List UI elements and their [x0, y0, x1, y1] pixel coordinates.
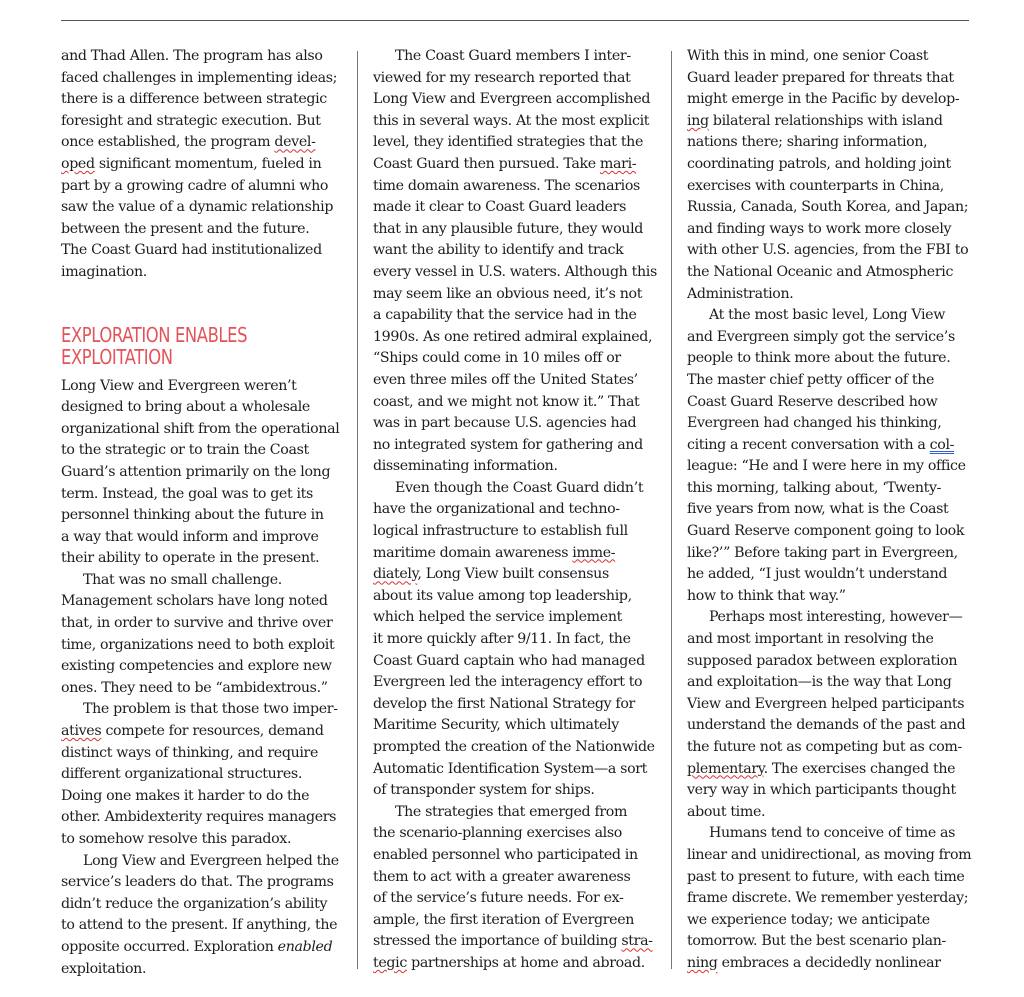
text-line: and exploitation—is the way that Long — [687, 674, 952, 691]
text-line: the future not as competing but as com- — [687, 739, 962, 755]
text-fragment: compete for resources, demand — [101, 723, 324, 740]
text-fragment: Coast Guard then pursued. Take — [373, 155, 600, 172]
text-line: no integrated system for gathering and — [373, 436, 643, 453]
spelling-error-mark[interactable]: devel- — [274, 134, 316, 151]
text-line: At the most basic level, Long View — [709, 307, 946, 324]
text-line: ones. They need to be “ambidextrous.” — [61, 679, 328, 696]
text-line: Evergreen had changed his thinking, — [687, 415, 942, 432]
text-line: exercises with counterparts in China, — [687, 177, 944, 194]
text-line: Automatic Identification System—a sort — [373, 760, 648, 777]
text-line: coordinating patrols, and holding joint — [687, 155, 951, 172]
paragraph — [373, 478, 657, 802]
text-line: Russia, Canada, South Korea, and Japan; — [687, 199, 969, 216]
text-line: league: “He and I were here in my office — [687, 458, 966, 475]
text-line: and Evergreen simply got the service’s — [687, 328, 955, 345]
spelling-error-mark[interactable]: ning — [687, 954, 718, 971]
text-line: of transponder system for ships. — [373, 782, 595, 799]
text-line: their ability to operate in the present. — [61, 550, 320, 567]
text-line: existing competencies and explore new — [61, 658, 332, 675]
text-line: a way that would inform and improve — [61, 528, 319, 545]
text-line: Perhaps most interesting, however— — [709, 609, 963, 626]
paragraph — [687, 46, 971, 305]
text-line: “Ships could come in 10 miles off or — [373, 350, 621, 367]
text-line: with other U.S. agencies, from the FBI to — [687, 242, 969, 259]
text-fragment: EXPLOITATION — [61, 344, 173, 369]
paragraph — [687, 305, 971, 607]
text-line: Coast Guard Reserve described how — [687, 393, 938, 410]
text-line: this in several ways. At the most explicit — [373, 112, 650, 129]
spelling-error-mark[interactable]: plementary — [687, 760, 764, 777]
text-line: and finding ways to work more closely — [687, 220, 952, 237]
italic-text: enabled — [277, 938, 333, 955]
text-line: a capability that the service had in the — [373, 307, 637, 324]
text-line — [373, 543, 657, 565]
text-column-3 — [687, 46, 971, 975]
text-line: With this in mind, one senior Coast — [687, 48, 929, 64]
text-line: every vessel in U.S. waters. Although this — [373, 263, 657, 280]
text-fragment: partnerships at home and abroad. — [406, 954, 645, 971]
text-line: term. Instead, the goal was to get its — [61, 485, 313, 502]
text-fragment: opposite occurred. Exploration — [61, 938, 278, 955]
text-line: Maritime Security, which ultimately — [373, 717, 619, 734]
spelling-error-mark[interactable]: atives — [61, 723, 102, 740]
text-line: between the present and the future. — [61, 220, 310, 237]
spelling-error-mark[interactable]: oped — [61, 155, 95, 172]
section-heading — [61, 324, 294, 368]
text-line: tomorrow. But the best scenario plan- — [687, 933, 946, 950]
text-line: which helped the service implement — [373, 609, 622, 626]
text-line: have the organizational and techno- — [373, 501, 620, 518]
spelling-error-mark[interactable]: tegic — [373, 954, 407, 971]
text-fragment: . The exercises changed the — [763, 760, 956, 777]
text-line: Evergreen led the interagency effort to — [373, 674, 643, 691]
text-line: and Thad Allen. The program has also — [61, 48, 323, 64]
text-line: View and Evergreen helped participants — [687, 695, 965, 712]
text-line: coast, and we might not know it.” That — [373, 393, 640, 410]
text-fragment: significant momentum, fueled in — [94, 155, 322, 172]
spelling-error-mark[interactable]: ing — [687, 112, 709, 129]
text-line — [373, 931, 657, 953]
text-line: part by a growing cadre of alumni who — [61, 177, 329, 194]
text-line: Doing one makes it harder to do the — [61, 787, 310, 804]
column-divider-2 — [671, 51, 672, 969]
text-line: Management scholars have long noted — [61, 593, 328, 610]
text-line: Humans tend to conceive of time as — [709, 825, 956, 842]
text-line: was in part because U.S. agencies had — [373, 415, 637, 432]
text-line — [61, 721, 345, 743]
text-line: The Coast Guard members I inter- — [395, 48, 631, 64]
text-line: about its value among top leadership, — [373, 587, 632, 604]
top-rule — [61, 20, 969, 21]
text-line: The master chief petty officer of the — [687, 371, 935, 388]
text-line: to attend to the present. If anything, the — [61, 917, 338, 934]
paragraph — [61, 851, 345, 981]
paragraph — [373, 46, 657, 478]
paragraph — [687, 607, 971, 823]
text-line: people to think more about the future. — [687, 350, 951, 367]
text-line — [687, 759, 971, 781]
text-line: this morning, talking about, ‘Twenty- — [687, 479, 942, 496]
spelling-error-mark[interactable]: mari- — [599, 155, 637, 172]
spelling-error-mark[interactable]: stra- — [621, 933, 653, 950]
text-line: foresight and strategic execution. But — [61, 112, 321, 129]
text-fragment: EXPLORATION ENABLES — [61, 322, 248, 347]
text-line: that in any plausible future, they would — [373, 220, 643, 237]
text-line: distinct ways of thinking, and require — [61, 744, 319, 761]
text-line — [687, 953, 971, 975]
text-fragment: , Long View built consensus — [417, 566, 609, 583]
text-line: nations there; sharing information, — [687, 134, 928, 151]
text-line: want the ability to identify and track — [373, 242, 624, 259]
text-line — [61, 154, 345, 176]
text-line: past to present to future, with each time — [687, 868, 965, 885]
paragraph — [61, 699, 345, 850]
text-line: five years from now, what is the Coast — [687, 501, 949, 518]
text-line: he added, “I just wouldn’t understand — [687, 566, 948, 583]
text-line: develop the first National Strategy for — [373, 695, 635, 712]
text-line: even three miles off the United States’ — [373, 371, 638, 388]
text-line: saw the value of a dynamic relationship — [61, 199, 334, 216]
text-line: linear and unidirectional, as moving from — [687, 846, 972, 863]
text-line: of the service’s future needs. For ex- — [373, 890, 624, 907]
text-column-2 — [373, 46, 657, 975]
text-line: time, organizations need to both exploit — [61, 636, 335, 653]
text-line: service’s leaders do that. The programs — [61, 874, 334, 891]
text-line: 1990s. As one retired admiral explained, — [373, 328, 653, 345]
text-line: didn’t reduce the organization’s ability — [61, 895, 328, 912]
text-line: That was no small challenge. — [83, 571, 282, 588]
text-line: that, in order to survive and thrive over — [61, 615, 333, 632]
paragraph — [61, 570, 345, 700]
text-fragment: embraces a decidedly nonlinear — [717, 954, 941, 971]
spelling-error-mark[interactable]: imme- — [572, 544, 616, 561]
text-line: understand the demands of the past and — [687, 717, 966, 734]
text-line: exploitation. — [61, 960, 147, 977]
text-line — [61, 937, 345, 959]
spelling-error-mark[interactable]: diately — [373, 566, 418, 583]
text-line: Guard leader prepared for threats that — [687, 69, 954, 86]
text-line: very way in which participants thought — [687, 782, 956, 799]
text-line: we experience today; we anticipate — [687, 911, 930, 928]
grammar-check-mark[interactable]: col- — [929, 436, 955, 453]
text-line: personnel thinking about the future in — [61, 507, 324, 524]
text-line: and most important in resolving the — [687, 631, 934, 648]
text-line: the scenario-planning exercises also — [373, 825, 622, 842]
column-divider-1 — [357, 51, 358, 969]
text-fragment: citing a recent conversation with a — [687, 436, 930, 453]
text-line: The problem is that those two imper- — [83, 701, 338, 718]
text-line: the National Oceanic and Atmospheric — [687, 263, 954, 280]
text-fragment: once established, the program — [61, 134, 275, 151]
text-line: The Coast Guard had institutionalized — [61, 242, 322, 259]
text-line — [687, 435, 971, 457]
text-line: disseminating information. — [373, 458, 558, 475]
text-line: Administration. — [687, 285, 794, 302]
text-line: supposed paradox between exploration — [687, 652, 958, 669]
text-line — [373, 953, 657, 975]
text-line: The strategies that emerged from — [395, 803, 628, 820]
text-line: designed to bring about a wholesale — [61, 399, 310, 416]
text-line: Guard’s attention primarily on the long — [61, 463, 331, 480]
text-line: Long View and Evergreen helped the — [83, 852, 339, 869]
text-line — [373, 564, 657, 586]
text-column-1 — [61, 46, 345, 980]
text-line: it more quickly after 9/11. In fact, the — [373, 631, 631, 648]
text-fragment: bilateral relationships with island — [708, 112, 943, 129]
text-line: organizational shift from the operational — [61, 420, 340, 437]
paragraph — [687, 823, 971, 974]
text-line: Long View and Evergreen accomplished — [373, 91, 651, 108]
text-line: logical infrastructure to establish full — [373, 523, 628, 540]
text-line — [687, 111, 971, 133]
text-line: them to act with a greater awareness — [373, 868, 631, 885]
text-line: like?’” Before taking part in Evergreen, — [687, 544, 958, 561]
text-line: how to think that way.” — [687, 587, 846, 604]
text-fragment: stressed the importance of building — [373, 933, 622, 950]
text-line: prompted the creation of the Nationwide — [373, 739, 655, 755]
text-line: faced challenges in implementing ideas; — [61, 69, 338, 86]
paragraph — [61, 46, 345, 284]
text-line: to the strategic or to train the Coast — [61, 442, 309, 459]
text-line: Long View and Evergreen weren’t — [61, 377, 297, 394]
text-line: to somehow resolve this paradox. — [61, 831, 292, 847]
text-line — [61, 132, 345, 154]
text-line: may seem like an obvious need, it’s not — [373, 285, 643, 302]
text-line: might emerge in the Pacific by develop- — [687, 91, 960, 108]
text-line: level, they identified strategies that the — [373, 134, 643, 151]
text-line: viewed for my research reported that — [373, 69, 631, 86]
text-line: imagination. — [61, 263, 147, 280]
text-line: enabled personnel who participated in — [373, 846, 638, 863]
text-line: time domain awareness. The scenarios — [373, 177, 640, 194]
paragraph — [61, 376, 345, 570]
text-line: about time. — [687, 803, 766, 820]
paragraph — [373, 802, 657, 975]
text-line: made it clear to Coast Guard leaders — [373, 199, 627, 216]
text-line: Guard Reserve component going to look — [687, 523, 965, 540]
text-line: different organizational structures. — [61, 766, 302, 783]
text-fragment: maritime domain awareness — [373, 544, 573, 561]
text-line: other. Ambidexterity requires managers — [61, 809, 337, 826]
text-line: ample, the first iteration of Evergreen — [373, 911, 635, 928]
text-line: frame discrete. We remember yesterday; — [687, 890, 969, 907]
text-line: Coast Guard captain who had managed — [373, 652, 645, 669]
text-line: there is a difference between strategic — [61, 91, 327, 108]
text-line — [373, 154, 657, 176]
text-line: Even though the Coast Guard didn’t — [395, 479, 644, 496]
